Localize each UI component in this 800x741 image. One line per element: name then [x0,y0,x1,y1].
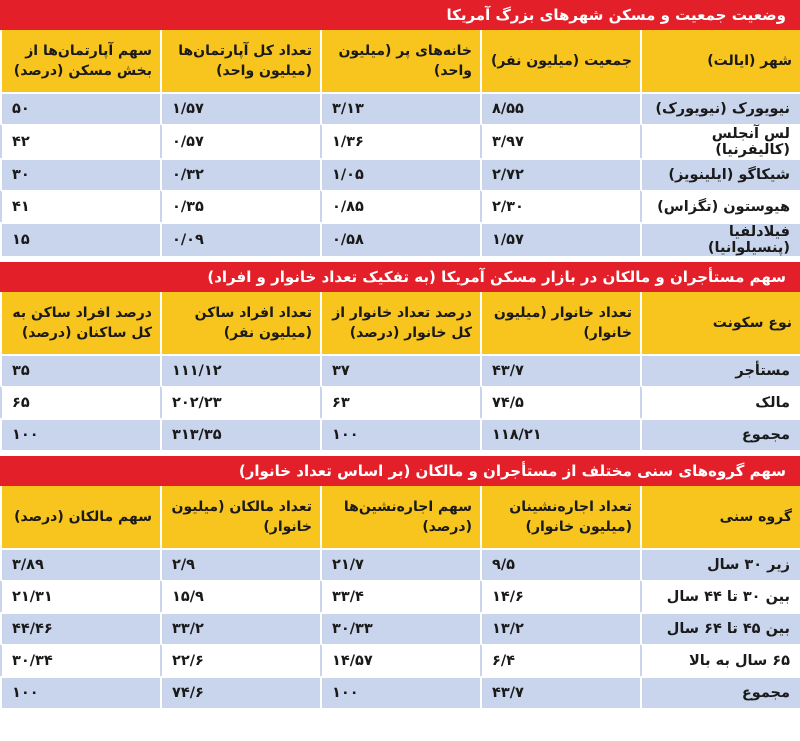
table-cell: ۱۰۰ [320,418,480,450]
age-group-section [0,456,800,708]
table-cell: ۲/۷۲ [480,158,640,190]
table-row [0,222,800,256]
table-row [0,354,800,386]
table-cell: ۴۱ [0,190,160,222]
row-label: لس آنجلس (کالیفرنیا) [640,124,800,158]
table-cell: ۱۰۰ [320,676,480,708]
column-header: تعداد اجاره‌نشینان (میلیون خانوار) [480,486,640,548]
row-label: بین ۳۰ تا ۴۴ سال [640,580,800,612]
table-cell: ۳/۱۳ [320,92,480,124]
table-cell: ۲/۳۰ [480,190,640,222]
table-cell: ۳/۹۷ [480,124,640,158]
column-header: جمعیت (میلیون نفر) [480,30,640,92]
column-header: گروه سنی [640,486,800,548]
table-cell: ۶۵ [0,386,160,418]
table-cell: ۳۵ [0,354,160,386]
city-housing-title: وضعیت جمعیت و مسکن شهرهای بزرگ آمریکا [0,0,800,30]
column-header: تعداد خانوار (میلیون خانوار) [480,292,640,354]
table-cell: ۱۵/۹ [160,580,320,612]
table-cell: ۲/۹ [160,548,320,580]
table-cell: ۴۲ [0,124,160,158]
table-cell: ۰/۳۲ [160,158,320,190]
table-header-row [0,30,800,92]
table-cell: ۳۳/۲ [160,612,320,644]
table-cell: ۳۰/۳۴ [0,644,160,676]
table-cell: ۳۷ [320,354,480,386]
table-cell: ۳۰/۳۳ [320,612,480,644]
table-cell: ۱/۵۷ [160,92,320,124]
table-cell: ۰/۵۸ [320,222,480,256]
table-cell: ۲۱/۷ [320,548,480,580]
table-row [0,386,800,418]
column-header: تعداد افراد ساکن (میلیون نفر) [160,292,320,354]
table-cell: ۰/۳۵ [160,190,320,222]
table-cell: ۶/۴ [480,644,640,676]
table-cell: ۳۰ [0,158,160,190]
table-cell: ۱/۳۶ [320,124,480,158]
table-cell: ۲۲/۶ [160,644,320,676]
row-label: مستأجر [640,354,800,386]
table-cell: ۹/۵ [480,548,640,580]
table-cell: ۷۴/۶ [160,676,320,708]
table-cell: ۵۰ [0,92,160,124]
table-header-row [0,486,800,548]
table-cell: ۳۳/۴ [320,580,480,612]
table-cell: ۱۱۸/۲۱ [480,418,640,450]
table-row [0,418,800,450]
age-group-title: سهم گروه‌های سنی مختلف از مستأجران و مالکان (بر اساس تعداد خانوار) [0,456,800,486]
row-label: مجموع [640,418,800,450]
tenure-section [0,262,800,450]
row-label: فیلادلفیا (پنسیلوانیا) [640,222,800,256]
column-header: خانه‌های پر (میلیون واحد) [320,30,480,92]
row-label: مجموع [640,676,800,708]
table-cell: ۱/۵۷ [480,222,640,256]
table-cell: ۲۰۲/۲۳ [160,386,320,418]
table-cell: ۴۳/۷ [480,354,640,386]
table-cell: ۱۱۱/۱۲ [160,354,320,386]
column-header: درصد افراد ساکن به کل ساکنان (درصد) [0,292,160,354]
table-cell: ۳۱۳/۳۵ [160,418,320,450]
tenure-table [0,292,800,450]
table-cell: ۴۴/۴۶ [0,612,160,644]
row-label: هیوستون (تگزاس) [640,190,800,222]
row-label: ۶۵ سال به بالا [640,644,800,676]
row-label: شیکاگو (ایلینویز) [640,158,800,190]
table-cell: ۰/۰۹ [160,222,320,256]
table-cell: ۱۳/۲ [480,612,640,644]
table-row [0,92,800,124]
row-label: نیویورک (نیویورک) [640,92,800,124]
table-row [0,158,800,190]
table-row [0,548,800,580]
table-cell: ۷۴/۵ [480,386,640,418]
table-row [0,612,800,644]
table-cell: ۴۳/۷ [480,676,640,708]
city-housing-section [0,0,800,256]
column-header: سهم مالکان (درصد) [0,486,160,548]
table-header-row [0,292,800,354]
table-row [0,676,800,708]
column-header: تعداد کل آپارتمان‌ها (میلیون واحد) [160,30,320,92]
row-label: بین ۴۵ تا ۶۴ سال [640,612,800,644]
table-row [0,644,800,676]
table-cell: ۱/۰۵ [320,158,480,190]
column-header: سهم اجاره‌نشین‌ها (درصد) [320,486,480,548]
table-cell: ۶۳ [320,386,480,418]
city-housing-table [0,30,800,256]
table-row [0,190,800,222]
column-header: شهر (ایالت) [640,30,800,92]
table-cell: ۱۴/۶ [480,580,640,612]
table-cell: ۱۰۰ [0,676,160,708]
table-cell: ۲۱/۳۱ [0,580,160,612]
table-row [0,580,800,612]
column-header: نوع سکونت [640,292,800,354]
table-cell: ۳/۸۹ [0,548,160,580]
age-group-table [0,486,800,708]
table-cell: ۸/۵۵ [480,92,640,124]
tenure-title: سهم مستأجران و مالکان در بازار مسکن آمریکا (به تفکیک تعداد خانوار و افراد) [0,262,800,292]
column-header: تعداد مالکان (میلیون خانوار) [160,486,320,548]
table-cell: ۱۵ [0,222,160,256]
table-cell: ۰/۸۵ [320,190,480,222]
row-label: زیر ۳۰ سال [640,548,800,580]
row-label: مالک [640,386,800,418]
column-header: سهم آپارتمان‌ها از بخش مسکن (درصد) [0,30,160,92]
table-row [0,124,800,158]
column-header: درصد تعداد خانوار از کل خانوار (درصد) [320,292,480,354]
table-cell: ۱۰۰ [0,418,160,450]
table-cell: ۰/۵۷ [160,124,320,158]
table-cell: ۱۴/۵۷ [320,644,480,676]
